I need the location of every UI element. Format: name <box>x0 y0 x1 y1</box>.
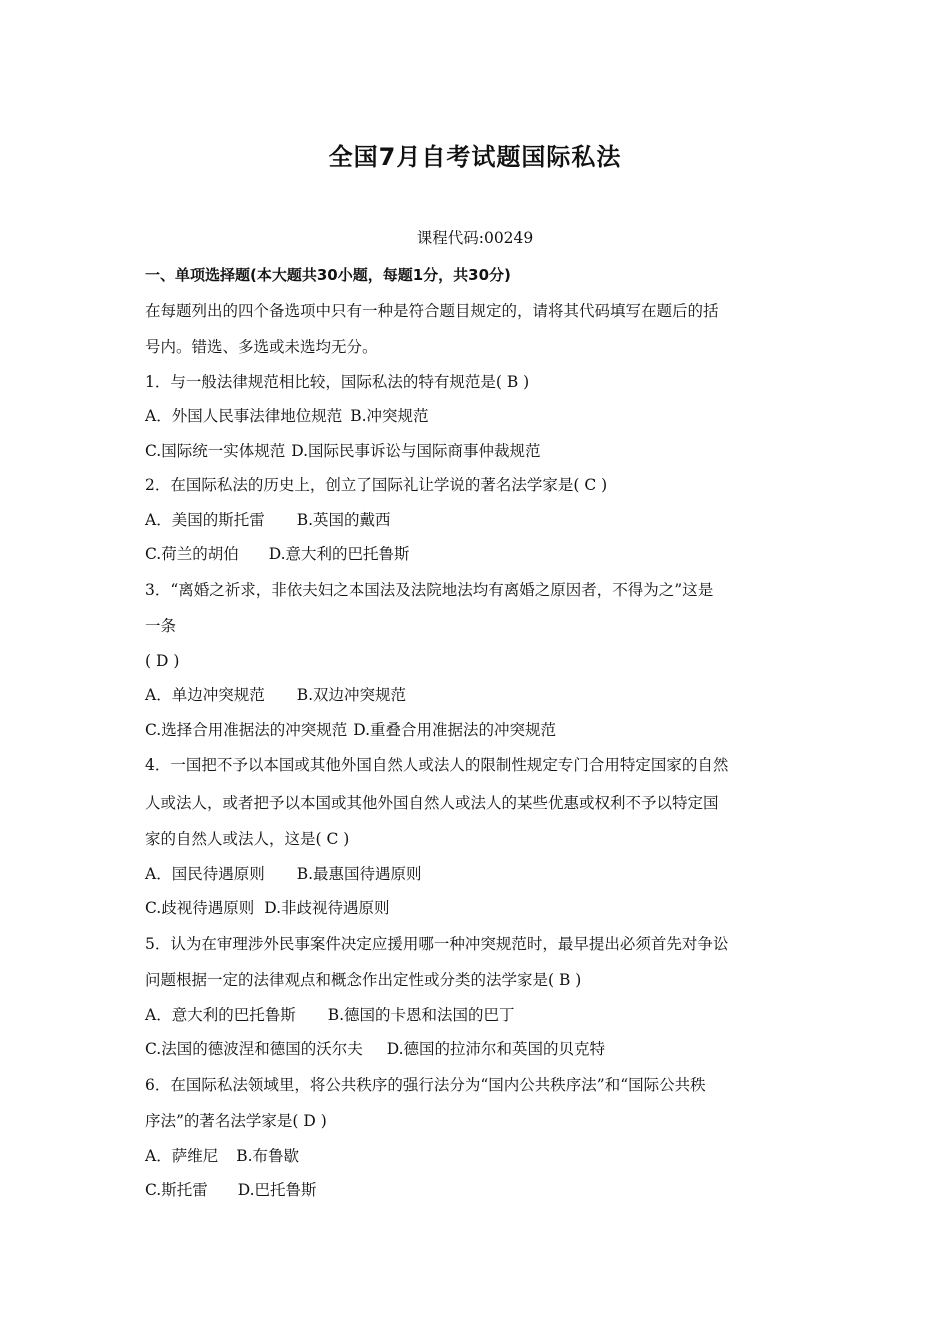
option-row <box>145 713 813 748</box>
question-stem: 5．认为在审理涉外民事案件决定应援用哪一种冲突规范时，最早提出必须首先对争讼 <box>145 934 729 953</box>
option-c: C.选择合用准据法的冲突规范 <box>145 720 348 739</box>
question-stem: 3．“离婚之祈求，非依夫妇之本国法及法院地法均有离婚之原因者，不得为之”这是 <box>145 580 714 599</box>
page-title: 全国7月自考试题国际私法 <box>328 143 622 171</box>
option-d: D.巴托鲁斯 <box>237 1181 317 1199</box>
question-stem: 序法”的著名法学家是( D ) <box>145 1112 327 1130</box>
option-row <box>145 503 813 538</box>
question-6 <box>145 1067 813 1208</box>
question-stem: 4．一国把不予以本国或其他外国自然人或法人的限制性规定专门合用特定国家的自然 <box>145 756 729 774</box>
option-c: C.斯托雷 <box>145 1181 208 1199</box>
option-row <box>145 1173 813 1208</box>
option-b: B.双边冲突规范 <box>296 686 407 704</box>
option-a: A．意大利的巴托鲁斯 <box>145 1005 296 1024</box>
option-b: B.最惠国待遇原则 <box>296 864 422 883</box>
option-row <box>145 1139 813 1174</box>
option-c: C.歧视待遇原则 <box>145 899 255 917</box>
question-stem: 人或法人，或者把予以本国或其他外国自然人或法人的某些优惠或权利不予以特定国 <box>145 793 719 812</box>
option-d: D.非歧视待遇原则 <box>264 899 390 917</box>
option-row <box>145 1032 813 1067</box>
question-stem: 2．在国际私法的历史上，创立了国际礼让学说的著名法学家是( C ) <box>145 476 608 494</box>
question-stem: 问题根据一定的法律观点和概念作出定性或分类的法学家是( B ) <box>145 971 582 989</box>
option-d: D.德国的拉沛尔和英国的贝克特 <box>386 1040 606 1058</box>
option-row <box>145 399 813 434</box>
option-d: D.国际民事诉讼与国际商事仲裁规范 <box>291 441 541 460</box>
option-a: A．国民待遇原则 <box>145 864 265 883</box>
instruction-line: 在每题列出的四个备选项中只有一种是符合题目规定的，请将其代码填写在题后的括 <box>145 301 719 320</box>
question-stem: 1．与一般法律规范相比较，国际私法的特有规范是( B ) <box>145 372 530 391</box>
question-2 <box>145 468 813 572</box>
option-row <box>145 678 813 713</box>
option-a: A．美国的斯托雷 <box>145 510 265 529</box>
option-row <box>145 998 813 1033</box>
answer-marker: ( D ) <box>145 651 180 670</box>
option-a: A．外国人民事法律地位规范 <box>145 407 343 425</box>
option-row <box>145 537 813 572</box>
option-row <box>145 434 813 469</box>
question-stem: 一条 <box>145 617 177 635</box>
option-c: C.荷兰的胡伯 <box>145 545 239 563</box>
question-3 <box>145 572 813 748</box>
option-b: B.布鲁歇 <box>236 1146 300 1165</box>
option-c: C.法国的德波涅和德国的沃尔夫 <box>145 1040 363 1058</box>
option-a: A．萨维尼 <box>145 1146 219 1165</box>
option-b: B.冲突规范 <box>350 407 429 425</box>
option-a: A．单边冲突规范 <box>145 686 265 704</box>
option-b: B.德国的卡恩和法国的巴丁 <box>327 1005 515 1024</box>
instruction-line: 号内。错选、多选或未选均无分。 <box>145 338 378 356</box>
option-b: B.英国的戴西 <box>296 510 391 529</box>
document-body <box>145 258 813 1208</box>
option-row <box>145 891 813 926</box>
question-1 <box>145 365 813 469</box>
question-stem: 6．在国际私法领域里，将公共秩序的强行法分为“国内公共秩序法”和“国际公共秩 <box>145 1075 706 1094</box>
option-d: D.重叠合用准据法的冲突规范 <box>353 720 557 739</box>
section-heading: 一、单项选择题(本大题共30小题，每题1分，共30分) <box>145 266 511 284</box>
question-stem: 家的自然人或法人，这是( C ) <box>145 830 350 848</box>
question-4 <box>145 747 813 926</box>
option-row <box>145 857 813 892</box>
option-d: D.意大利的巴托鲁斯 <box>268 545 410 563</box>
option-c: C.国际统一实体规范 <box>145 441 286 460</box>
course-code: 课程代码:00249 <box>416 229 534 247</box>
question-5 <box>145 926 813 1067</box>
